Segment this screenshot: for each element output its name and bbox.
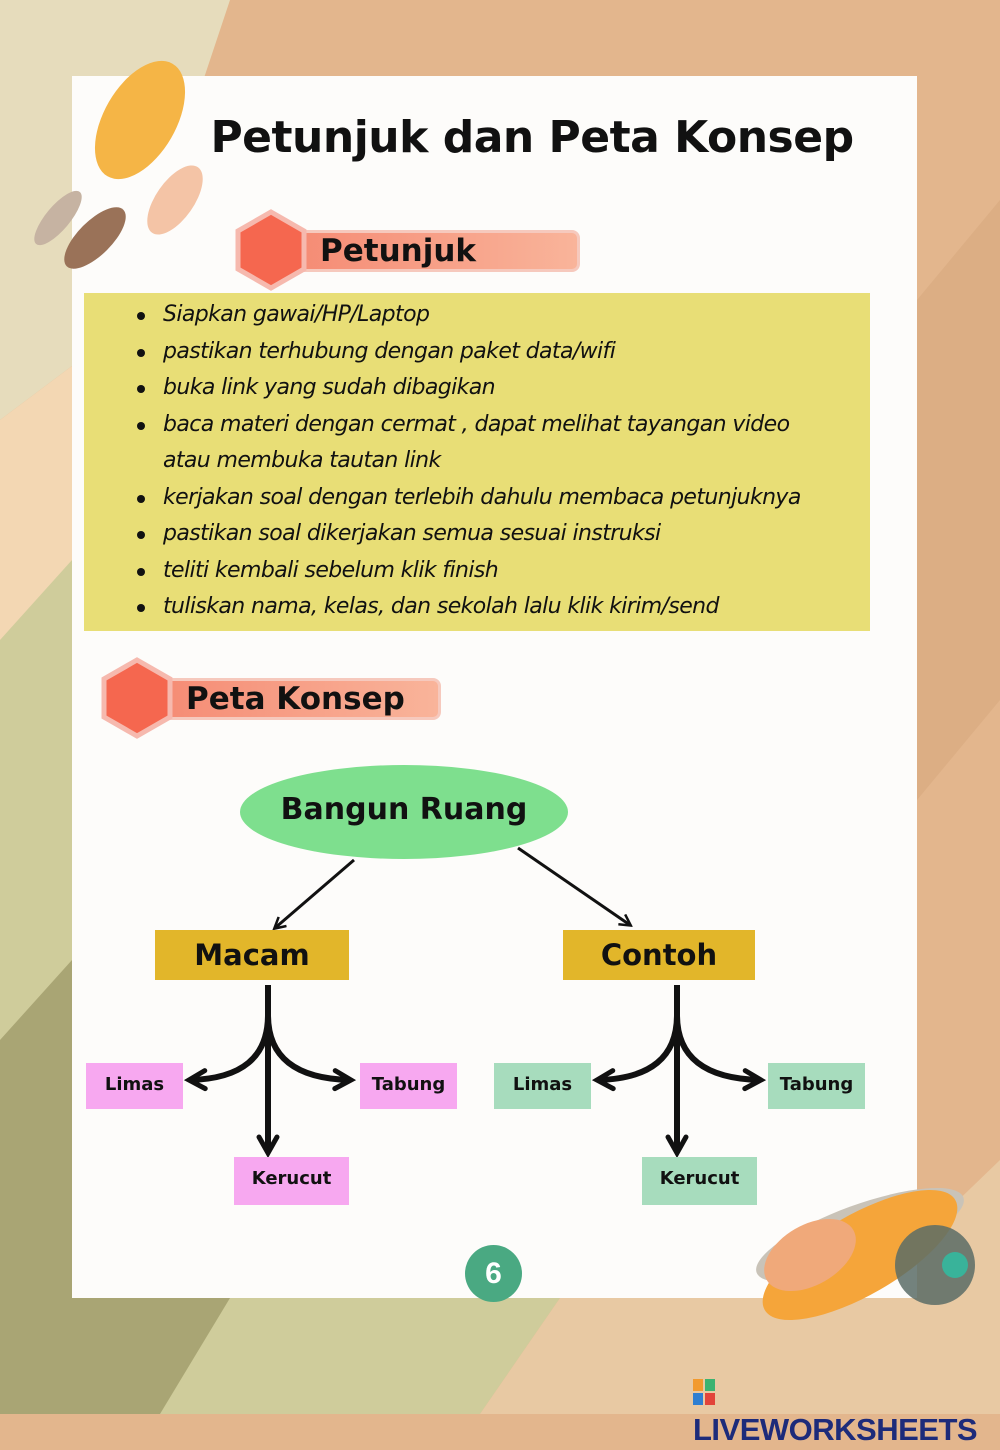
list-item: kerjakan soal dengan terlebih dahulu membaca petunjuknya: [163, 480, 870, 517]
list-item: buka link yang sudah dibagikan: [163, 370, 870, 407]
connector-arrow: [190, 985, 268, 1080]
connector-arrow: [268, 1015, 350, 1080]
leaf-node-label: Limas: [512, 1074, 573, 1095]
branch-node-label: Contoh: [600, 938, 718, 972]
leaf-node-label: Tabung: [371, 1074, 446, 1095]
connector-arrow: [677, 1015, 760, 1080]
page-number-badge: 6: [465, 1245, 522, 1302]
leaf-node-label: Kerucut: [251, 1168, 332, 1189]
liveworksheets-icon: [693, 1379, 715, 1405]
leaf-node-label: Limas: [104, 1074, 165, 1095]
list-item: teliti kembali sebelum klik finish: [163, 553, 870, 590]
section-label: Petunjuk: [320, 233, 477, 269]
page-title: Petunjuk dan Peta Konsep: [210, 112, 854, 163]
liveworksheets-logo: [693, 1370, 1000, 1447]
list-item: baca materi dengan cermat , dapat melihat tayangan video atau membuka tautan link: [163, 407, 803, 480]
leaf-node-label: Tabung: [779, 1074, 854, 1095]
list-item: pastikan terhubung dengan paket data/wifi: [163, 334, 870, 371]
root-node-label: Bangun Ruang: [280, 792, 528, 827]
list-item: tuliskan nama, kelas, dan sekolah lalu klik kirim/send: [163, 589, 870, 626]
leaf-node-label: Kerucut: [659, 1168, 740, 1189]
connector-arrow: [518, 848, 630, 925]
list-item: pastikan soal dikerjakan semua sesuai instruksi: [163, 516, 870, 553]
list-item: Siapkan gawai/HP/Laptop: [163, 297, 870, 334]
section-label: Peta Konsep: [186, 681, 405, 717]
branch-node-label: Macam: [194, 938, 310, 972]
connector-arrow: [598, 985, 677, 1080]
connector-arrow: [275, 860, 354, 928]
brand-text: LIVEWORKSHEETS: [693, 1412, 978, 1447]
